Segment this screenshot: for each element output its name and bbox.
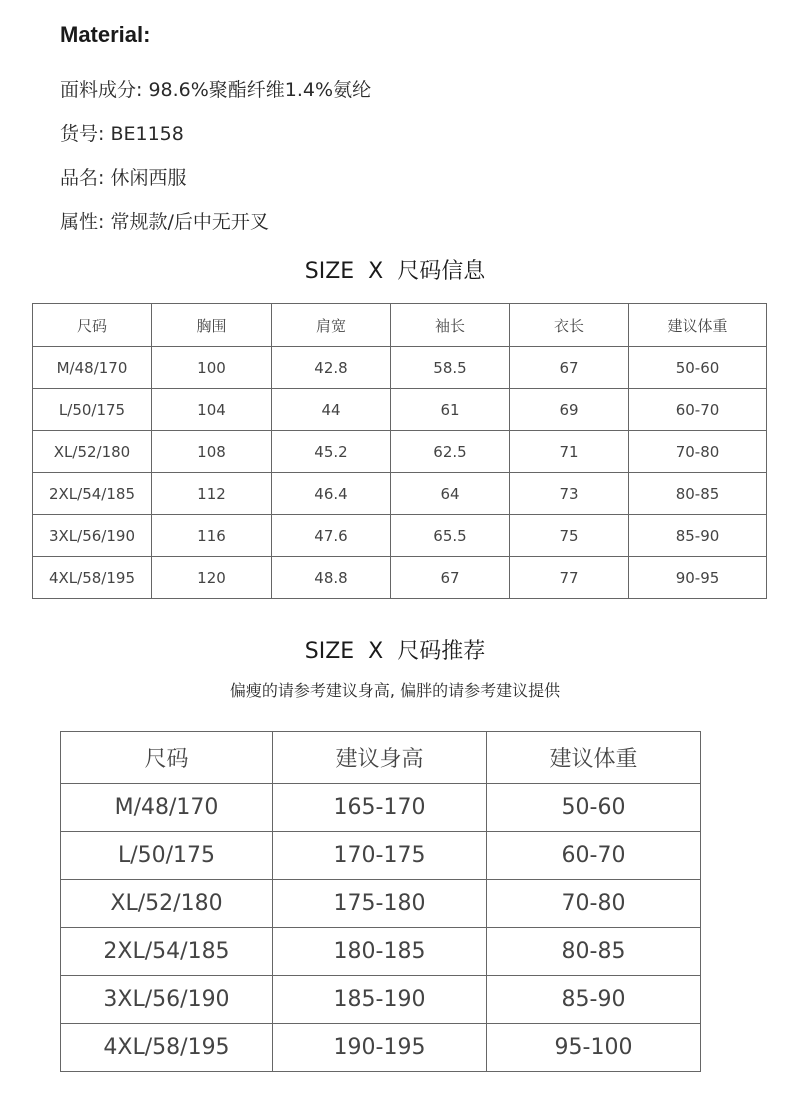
table-cell: 73: [510, 473, 629, 515]
table-cell: 60-70: [629, 389, 767, 431]
size-recommend-note: 偏瘦的请参考建议身高, 偏胖的请参考建议提供: [229, 681, 561, 700]
recommend-table-header: 建议身高: [273, 732, 487, 784]
size-recommend-table: [60, 731, 701, 1072]
table-row: [33, 347, 767, 389]
table-row: [61, 784, 701, 832]
size-recommend-title: SIZE X 尺码推荐: [304, 639, 486, 664]
table-cell: 50-60: [629, 347, 767, 389]
table-cell: 45.2: [272, 431, 391, 473]
table-cell: 100: [152, 347, 272, 389]
table-cell: 108: [152, 431, 272, 473]
table-cell: 116: [152, 515, 272, 557]
table-cell: 75: [510, 515, 629, 557]
fabric-composition: 面料成分: 98.6%聚酯纤维1.4%氨纶: [60, 79, 372, 101]
table-cell: 85-90: [487, 976, 701, 1024]
table-row: [33, 431, 767, 473]
table-cell: 4XL/58/195: [61, 1024, 273, 1072]
table-cell: 2XL/54/185: [33, 473, 152, 515]
table-row: [33, 515, 767, 557]
table-cell: 62.5: [391, 431, 510, 473]
table-cell: 165-170: [273, 784, 487, 832]
table-row: [33, 473, 767, 515]
table-cell: 95-100: [487, 1024, 701, 1072]
size-info-table: [32, 303, 767, 599]
table-row: [61, 976, 701, 1024]
table-cell: 44: [272, 389, 391, 431]
recommend-table-header: 尺码: [61, 732, 273, 784]
table-cell: 69: [510, 389, 629, 431]
table-cell: 120: [152, 557, 272, 599]
table-cell: M/48/170: [33, 347, 152, 389]
table-cell: 42.8: [272, 347, 391, 389]
size-table-header: 衣长: [510, 304, 629, 347]
product-name: 品名: 休闲西服: [60, 167, 187, 189]
table-row: [61, 928, 701, 976]
table-cell: 190-195: [273, 1024, 487, 1072]
table-cell: XL/52/180: [61, 880, 273, 928]
table-cell: 67: [391, 557, 510, 599]
table-cell: 185-190: [273, 976, 487, 1024]
recommend-table-header-row: [61, 732, 701, 784]
table-cell: 48.8: [272, 557, 391, 599]
table-cell: 65.5: [391, 515, 510, 557]
table-cell: 85-90: [629, 515, 767, 557]
table-cell: 70-80: [629, 431, 767, 473]
size-table-header: 尺码: [33, 304, 152, 347]
size-table-header: 胸围: [152, 304, 272, 347]
table-cell: 3XL/56/190: [33, 515, 152, 557]
table-cell: 61: [391, 389, 510, 431]
size-table-header: 袖长: [391, 304, 510, 347]
table-cell: 80-85: [629, 473, 767, 515]
table-cell: 180-185: [273, 928, 487, 976]
table-cell: 90-95: [629, 557, 767, 599]
table-cell: 58.5: [391, 347, 510, 389]
table-row: [61, 832, 701, 880]
table-cell: 4XL/58/195: [33, 557, 152, 599]
table-cell: 70-80: [487, 880, 701, 928]
table-row: [61, 880, 701, 928]
table-cell: L/50/175: [61, 832, 273, 880]
recommend-table-header: 建议体重: [487, 732, 701, 784]
table-cell: 46.4: [272, 473, 391, 515]
table-cell: 112: [152, 473, 272, 515]
table-cell: 3XL/56/190: [61, 976, 273, 1024]
table-cell: 2XL/54/185: [61, 928, 273, 976]
table-cell: XL/52/180: [33, 431, 152, 473]
table-cell: 60-70: [487, 832, 701, 880]
product-attributes: 属性: 常规款/后中无开叉: [60, 211, 269, 233]
table-cell: 80-85: [487, 928, 701, 976]
table-cell: L/50/175: [33, 389, 152, 431]
table-cell: 47.6: [272, 515, 391, 557]
table-cell: 170-175: [273, 832, 487, 880]
table-row: [33, 389, 767, 431]
size-table-header-row: [33, 304, 767, 347]
table-cell: 64: [391, 473, 510, 515]
table-cell: 77: [510, 557, 629, 599]
item-number: 货号: BE1158: [60, 123, 184, 145]
table-cell: 175-180: [273, 880, 487, 928]
size-info-title: SIZE X 尺码信息: [304, 259, 486, 284]
table-row: [61, 1024, 701, 1072]
table-cell: 71: [510, 431, 629, 473]
table-cell: 67: [510, 347, 629, 389]
table-cell: 50-60: [487, 784, 701, 832]
size-table-header: 肩宽: [272, 304, 391, 347]
table-cell: M/48/170: [61, 784, 273, 832]
material-heading: Material:: [60, 22, 151, 47]
size-table-header: 建议体重: [629, 304, 767, 347]
table-cell: 104: [152, 389, 272, 431]
table-row: [33, 557, 767, 599]
